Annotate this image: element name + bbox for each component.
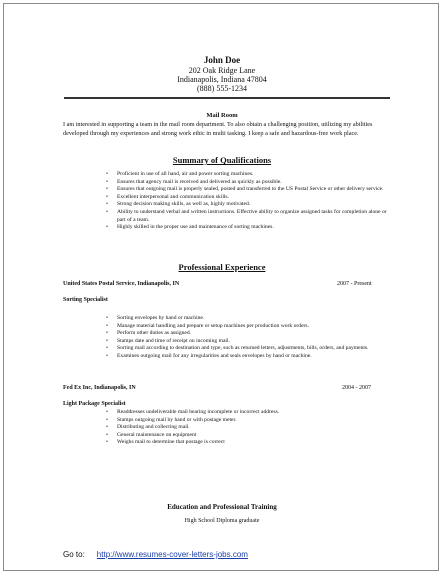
list-item: • Stamps outgoing mail by hand or with postage meter. [106,416,237,423]
list-item: • Highly skilled in the proper use and maintenance of sorting machines. [106,224,274,231]
list-item: • Readdresses undeliverable mail bearing incomplete or incorrect address. [106,409,280,415]
address-line-2: Indianapolis, Indiana 47804 [177,75,267,84]
list-item: • Perform other duties as assigned. [106,330,192,337]
address-line-1: 202 Oak Ridge Lane [188,66,256,75]
list-item: • Weighs mail to determine that postage is correct [106,439,225,446]
list-item: • Ensures that agency mail is received and delivered as quickly as possible. [106,178,282,185]
footer-goto [63,550,248,559]
phone-number: (888) 555-1234 [197,84,247,93]
job-2-role: Light Package Specialist [63,401,126,407]
list-item: • Stamps date and time of receipt on incoming mail. [106,337,230,344]
job-1-dates: 2007 - Present [337,281,372,287]
list-item: • Sorting mail according to destination and type, such as returned letters, adjustments, bills, orders, and payments. [106,345,369,352]
job-2-employer: Fed Ex Inc, Indianapolis, IN [63,385,136,391]
header-divider [64,97,390,99]
list-item: • General maintenance on equipment [106,431,197,438]
list-item: • Examines outgoing mail for any irregularities and seals envelopes by hand or machine. [106,352,312,359]
education-title: Education and Professional Training [167,503,277,511]
education-text: High School Diploma graduate [184,518,260,524]
list-item: • Strong decision making skills, as well as, highly motivated. [106,201,251,208]
list-item: • Excellent interpersonal and communication skills. [106,193,230,200]
resume-name: John Doe [203,55,241,65]
job-2-dates: 2004 - 2007 [342,385,371,391]
list-item: • Ability to understand verbal and written instructions. Effective ability to organize assigned tasks for completion alone or part of a team. [106,208,387,223]
list-item: • Distributing and collecting mail. [106,424,190,431]
job-1-employer: United States Postal Service, Indianapolis, IN [63,281,180,287]
qualifications-list [90,171,390,232]
goto-label: Go to: [63,550,85,559]
website-link[interactable]: http://www.resumes-cover-letters-jobs.com [96,550,248,559]
qualifications-title: Summary of Qualifications [172,155,272,165]
job-2-duties-list [90,409,390,447]
objective-title: Mail Room [206,112,238,119]
job-1-role: Sorting Specialist [63,297,108,303]
experience-title: Professional Experience [178,262,266,272]
list-item: • Ensures that outgoing mail is properly sealed, posted and transferred to the US Postal Service or other delivery service. [106,186,384,193]
job-1-duties-list [90,315,390,361]
objective-text: I am interested in supporting a team in the mail room department. To also obtain a challenging position, utilizing my abilities developed through my experiences and strong work ethic in multi tasking. I keep a safe and hazardous-free work place. [63,121,373,137]
list-item: • Proficient in use of all hand, air and power sorting machines. [106,171,254,177]
list-item: • Sorting envelopes by hand or machine. [106,315,205,321]
list-item: • Manage material handling and prepare or setup machines per production work orders. [106,322,309,329]
